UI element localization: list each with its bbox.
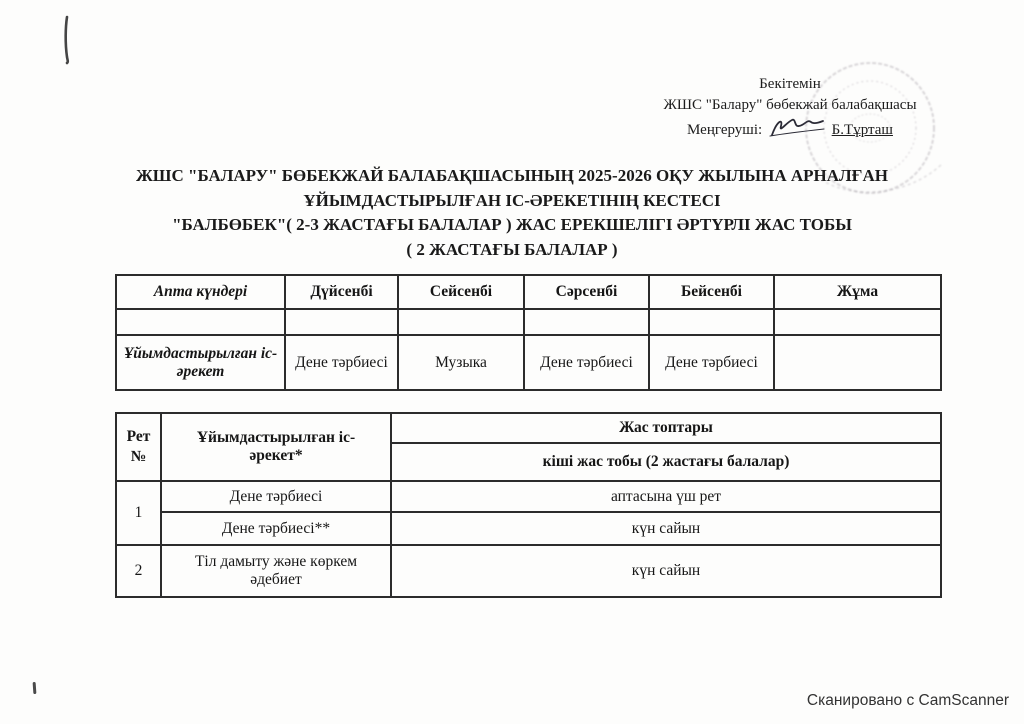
approver-role-label: Меңгеруші: [687, 122, 763, 138]
header-day-monday: Дүйсенбі [285, 275, 398, 309]
table-row [116, 512, 941, 545]
activity-header-row-1 [116, 413, 941, 443]
header-day-thursday: Бейсенбі [649, 275, 774, 309]
small-ink-mark [33, 682, 37, 694]
empty-cell [524, 309, 649, 335]
cell-activity-language: Тіл дамыту және көркем әдебиет [161, 545, 391, 597]
weekly-schedule-table [115, 274, 942, 391]
schedule-header-row [116, 275, 941, 309]
empty-cell [116, 309, 285, 335]
header-day-wednesday: Сәрсенбі [524, 275, 649, 309]
approval-signature-line [638, 116, 942, 141]
signature [768, 116, 826, 140]
header-age-groups: Жас топтары [391, 413, 941, 443]
header-day-friday: Жұма [774, 275, 941, 309]
schedule-activity-row [116, 335, 941, 390]
cell-frequency-three-times: аптасына үш рет [391, 481, 941, 512]
row-label-organized-activity: Ұйымдастырылған іс-әрекет [116, 335, 285, 390]
camscanner-watermark: Сканировано с CamScanner [806, 692, 1009, 709]
cell-frequency-daily-1: күн сайын [391, 512, 941, 545]
header-age-group-sub: кіші жас тобы (2 жастағы балалар) [391, 443, 941, 481]
cell-frequency-daily-2: күн сайын [391, 545, 941, 597]
cell-row-number-1: 1 [116, 481, 161, 545]
title-line-2: ҰЙЫМДАСТЫРЫЛҒАН ІС-ӘРЕКЕТІНІҢ КЕСТЕСІ [303, 190, 721, 210]
empty-cell [649, 309, 774, 335]
header-activity-col: Ұйымдастырылған іс-әрекет* [161, 413, 391, 481]
schedule-empty-row [116, 309, 941, 335]
empty-cell [398, 309, 524, 335]
cell-wednesday-activity: Дене тәрбиесі [524, 335, 649, 390]
cell-friday-activity [774, 335, 941, 390]
cell-activity-physical: Дене тәрбиесі [161, 481, 391, 512]
empty-cell [774, 309, 941, 335]
title-line-4: ( 2 ЖАСТАҒЫ БАЛАЛАР ) [406, 239, 618, 259]
header-day-tuesday: Сейсенбі [398, 275, 524, 309]
cell-tuesday-activity: Музыка [398, 335, 524, 390]
title-line-1: ЖШС "БАЛАРУ" БӨБЕКЖАЙ БАЛАБАҚШАСЫНЫҢ 2025-2026 ОҚУ ЖЫЛЫНА АРНАЛҒАН [136, 166, 888, 185]
approval-org: ЖШС "Балару" бөбекжай балабақшасы [663, 97, 917, 113]
approval-block [638, 74, 942, 141]
document-title [57, 164, 967, 262]
approval-word: Бекітемін [759, 76, 821, 92]
activity-frequency-table [115, 412, 942, 598]
table-row [116, 481, 941, 512]
header-number-col: Рет № [116, 413, 161, 481]
title-line-3: "БАЛБӨБЕК"( 2-3 ЖАСТАҒЫ БАЛАЛАР ) ЖАС ЕРЕКШЕЛІГІ ӘРТҮРЛІ ЖАС ТОБЫ [172, 215, 852, 234]
cell-activity-physical-2: Дене тәрбиесі** [161, 512, 391, 545]
cell-row-number-2: 2 [116, 545, 161, 597]
header-week-days: Апта күндері [116, 275, 285, 309]
empty-cell [285, 309, 398, 335]
table-row [116, 545, 941, 597]
cell-thursday-activity: Дене тәрбиесі [649, 335, 774, 390]
pen-stroke-mark [62, 15, 72, 65]
approver-name: Б.Тұрташ [831, 122, 893, 138]
cell-monday-activity: Дене тәрбиесі [285, 335, 398, 390]
